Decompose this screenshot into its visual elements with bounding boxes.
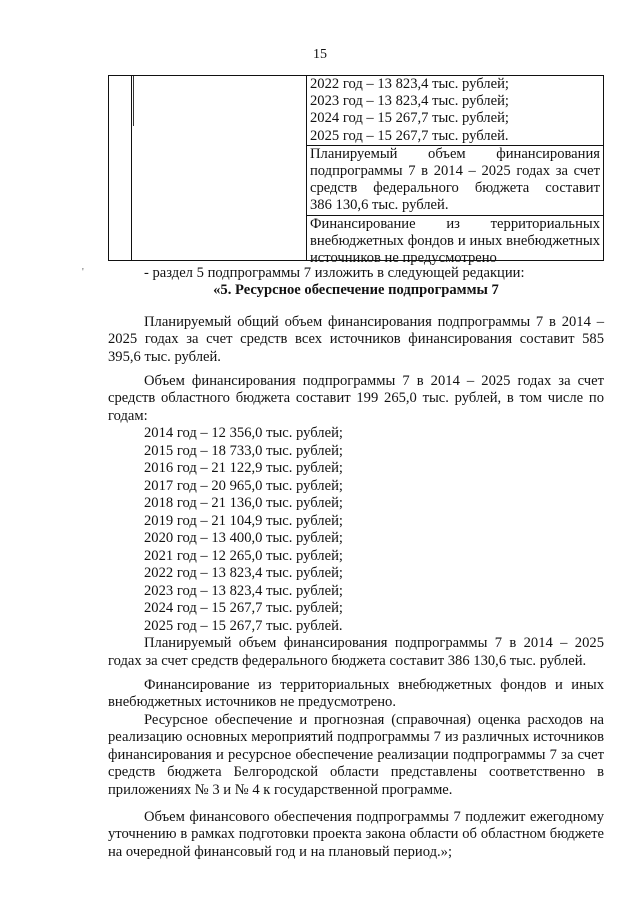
table-federal-line: подпрограммы 7 в 2014 – 2025 годах за счет [310, 163, 600, 180]
years-list [108, 425, 604, 635]
list-item: 2016 год – 21 122,9 тыс. рублей; [144, 460, 343, 477]
table-border-mark [133, 76, 134, 126]
document-body [108, 265, 604, 861]
list-item: 2017 год – 20 965,0 тыс. рублей; [144, 477, 343, 494]
margin-mark: ' [82, 267, 84, 278]
table-federal-line: средств федерального бюджета составит [310, 180, 600, 197]
paragraph-regional: Объем финансирования подпрограммы 7 в 2014 – 2025 годах за счет средств областного бюджета составит 199 265,0 тыс. рублей, в том числе по годам: [108, 373, 604, 424]
table-funding-cell [310, 76, 600, 267]
list-item: 2022 год – 13 823,4 тыс. рублей; [144, 565, 343, 582]
section-heading: «5. Ресурсное обеспечение подпрограммы 7 [213, 282, 499, 299]
intro-line: - раздел 5 подпрограммы 7 изложить в следующей редакции: [144, 265, 525, 281]
page-number: 15 [313, 47, 327, 62]
paragraph-total: Планируемый общий объем финансирования подпрограммы 7 в 2014 – 2025 годах за счет средств всех источников финансирования составит 585 395,6 тыс. рублей. [108, 313, 604, 365]
list-item: 2015 год – 18 733,0 тыс. рублей; [144, 442, 343, 459]
paragraph-volume: Объем финансового обеспечения подпрограммы 7 подлежит ежегодному уточнению в рамках подготовки проекта закона области об областном бюджете на очередной финансовый год и на плановый период.»; [108, 808, 604, 860]
table-column-divider [306, 76, 307, 260]
table-federal-line: Планируемый объем финансирования [310, 145, 600, 162]
table-extra-line: внебюджетных фондов и иных внебюджетных [310, 232, 600, 249]
table-year-line: 2022 год – 13 823,4 тыс. рублей; [310, 76, 509, 92]
list-item: 2023 год – 13 823,4 тыс. рублей; [144, 582, 343, 599]
table-year-line: 2023 год – 13 823,4 тыс. рублей; [310, 93, 509, 110]
list-item: 2018 год – 21 136,0 тыс. рублей; [144, 495, 343, 512]
list-item: 2021 год – 12 265,0 тыс. рублей; [144, 547, 343, 564]
table-year-line: 2025 год – 15 267,7 тыс. рублей. [310, 127, 509, 144]
list-item: 2025 год – 15 267,7 тыс. рублей. [144, 617, 343, 634]
list-item: 2019 год – 21 104,9 тыс. рублей; [144, 512, 343, 529]
paragraph-federal: Планируемый объем финансирования подпрограммы 7 в 2014 – 2025 годах за счет средств федерального бюджета составит 386 130,6 тыс. рублей. [108, 635, 604, 669]
list-item: 2024 год – 15 267,7 тыс. рублей; [144, 600, 343, 617]
table-fragment [108, 75, 604, 267]
list-item: 2014 год – 12 356,0 тыс. рублей; [144, 425, 343, 442]
table-extra-line: Финансирование из территориальных [310, 215, 600, 232]
table-year-line: 2024 год – 15 267,7 тыс. рублей; [310, 110, 509, 127]
list-item: 2020 год – 13 400,0 тыс. рублей; [144, 530, 343, 547]
paragraph-extra-budgetary: Финансирование из территориальных внебюджетных фондов и иных внебюджетных источников не предусмотрено. [108, 677, 604, 711]
table-federal-line: 386 130,6 тыс. рублей. [310, 197, 449, 214]
paragraph-resource-provision: Ресурсное обеспечение и прогнозная (справочная) оценка расходов на реализацию основных мероприятий подпрограммы 7 из различных источников финансирования и ресурсное обеспечение реализации подпрограммы 7 за счет средств бюджета Белгородской области представлены соответственно в приложениях № 3 и № 4 к государственной программе. [108, 711, 604, 798]
table-column-divider [131, 76, 132, 260]
table-extra-line: источников не предусмотрено [310, 250, 497, 267]
